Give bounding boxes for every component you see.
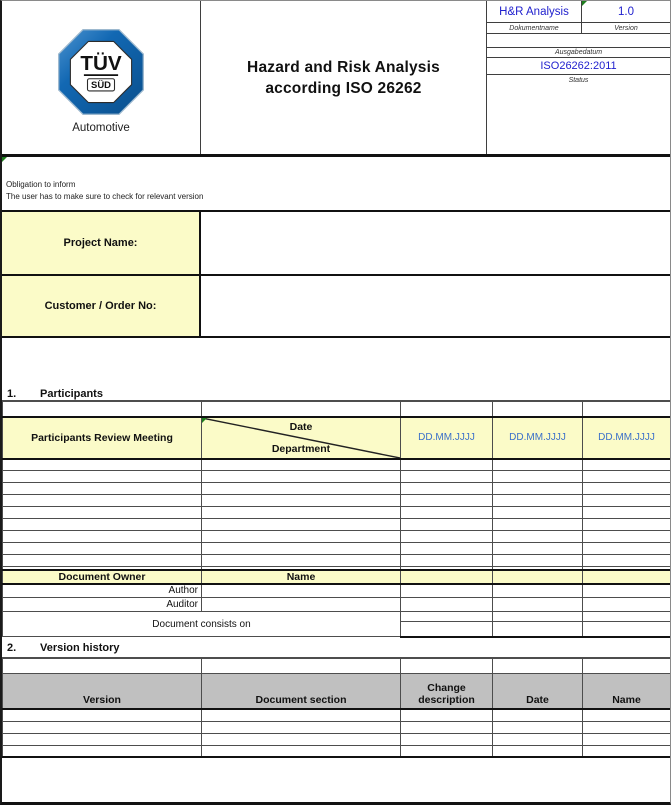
cell-flag-icon (582, 1, 587, 6)
version-label: Version (614, 24, 638, 32)
participant-name-cell[interactable] (3, 531, 202, 543)
version-column-header: Version (3, 673, 202, 709)
table-cell[interactable] (202, 658, 401, 673)
attendance-cell[interactable] (583, 507, 671, 519)
spacer (2, 338, 670, 385)
participant-row (3, 507, 671, 519)
participant-row (3, 543, 671, 555)
department-cell[interactable] (202, 459, 401, 471)
participant-name-cell[interactable] (3, 471, 202, 483)
version-value[interactable] (582, 1, 670, 22)
section-title: Participants (40, 388, 103, 400)
participant-row (3, 471, 671, 483)
participant-row (3, 483, 671, 495)
document-section-cell[interactable] (202, 733, 401, 745)
document-name-value[interactable]: H&R Analysis (487, 1, 582, 22)
table-cell[interactable] (493, 612, 583, 622)
participant-row (3, 555, 671, 567)
table-cell[interactable] (583, 612, 671, 622)
table-cell[interactable] (583, 622, 671, 637)
department-header-label: Department (271, 442, 331, 455)
obligation-notice (2, 157, 670, 212)
customer-order-label: Customer / Order No: (2, 276, 201, 336)
table-cell[interactable] (583, 658, 671, 673)
participant-row (3, 495, 671, 507)
version-history-header-row (3, 673, 671, 709)
participant-name-cell[interactable] (3, 507, 202, 519)
department-cell[interactable] (202, 555, 401, 567)
auditor-name-input[interactable] (202, 598, 401, 612)
auditor-label: Auditor (3, 598, 202, 612)
attendance-cell[interactable] (583, 555, 671, 567)
document-section-cell[interactable] (202, 745, 401, 757)
department-cell[interactable] (202, 495, 401, 507)
attendance-cell[interactable] (583, 519, 671, 531)
issue-date-label: Ausgabedatum (487, 48, 670, 58)
date-cell[interactable] (493, 721, 583, 733)
attendance-cell[interactable] (583, 531, 671, 543)
attendance-cell[interactable] (493, 459, 583, 471)
department-cell[interactable] (202, 543, 401, 555)
table-cell[interactable] (583, 570, 671, 584)
document-section-column-header: Document section (202, 673, 401, 709)
version-history-row (3, 721, 671, 733)
document-owner-header-row (3, 570, 671, 584)
section-number: 2. (7, 641, 17, 654)
date-cell[interactable] (493, 733, 583, 745)
document-name-label: Dokumentname (487, 23, 582, 33)
change-description-cell[interactable] (401, 745, 493, 757)
date-cell[interactable] (493, 709, 583, 721)
version-history-row (3, 709, 671, 721)
version-history-table (2, 658, 671, 759)
participant-name-cell[interactable] (3, 483, 202, 495)
issue-date-value[interactable] (487, 34, 670, 48)
attendance-cell[interactable] (493, 507, 583, 519)
version-value-text: 1.0 (618, 5, 634, 18)
date-department-diagonal-cell (202, 417, 401, 459)
table-cell[interactable] (401, 598, 493, 612)
customer-order-row (2, 276, 670, 338)
logo-division-label: Automotive (72, 122, 130, 134)
version-cell[interactable] (3, 709, 202, 721)
table-row (3, 402, 671, 417)
document-owner-label: Document Owner (3, 570, 202, 584)
customer-order-input[interactable] (201, 276, 670, 336)
section-heading-participants (2, 385, 670, 401)
attendance-cell[interactable] (401, 507, 493, 519)
change-description-cell[interactable] (401, 709, 493, 721)
document-consists-label: Document consists on (3, 612, 401, 637)
date-header-label: Date (289, 420, 313, 433)
table-cell[interactable] (583, 584, 671, 598)
table-cell[interactable] (3, 402, 202, 417)
title-line-1: Hazard and Risk Analysis (247, 59, 440, 76)
meeting-date-input[interactable]: DD.MM.JJJJ (583, 417, 671, 459)
attendance-cell[interactable] (401, 555, 493, 567)
change-description-cell[interactable] (401, 733, 493, 745)
date-cell[interactable] (493, 745, 583, 757)
author-label: Author (3, 584, 202, 598)
attendance-cell[interactable] (493, 483, 583, 495)
table-cell[interactable] (493, 402, 583, 417)
section-title: Version history (40, 641, 120, 654)
status-label: Status (568, 77, 589, 84)
table-cell[interactable] (493, 570, 583, 584)
participants-table (2, 401, 671, 638)
attendance-cell[interactable] (583, 495, 671, 507)
attendance-cell[interactable] (401, 495, 493, 507)
table-cell[interactable] (493, 584, 583, 598)
attendance-cell[interactable] (401, 471, 493, 483)
name-cell[interactable] (583, 721, 671, 733)
table-cell[interactable] (583, 598, 671, 612)
obligation-line-2: The user has to make sure to check for relevant version (6, 192, 204, 201)
logo-cell (2, 1, 201, 154)
table-cell[interactable] (401, 402, 493, 417)
department-cell[interactable] (202, 507, 401, 519)
author-row (3, 584, 671, 598)
attendance-cell[interactable] (493, 555, 583, 567)
logo-tuv-text: TÜV (80, 52, 122, 76)
meeting-date-input[interactable]: DD.MM.JJJJ (401, 417, 493, 459)
logo-sud-text: SÜD (91, 80, 111, 92)
participant-name-cell[interactable] (3, 495, 202, 507)
attendance-cell[interactable] (583, 459, 671, 471)
department-cell[interactable] (202, 531, 401, 543)
participants-header-row (3, 417, 671, 459)
attendance-cell[interactable] (583, 471, 671, 483)
section-number: 1. (7, 388, 17, 400)
participant-name-cell[interactable] (3, 459, 202, 471)
version-cell[interactable] (3, 721, 202, 733)
participant-name-cell[interactable] (3, 555, 202, 567)
version-history-row (3, 745, 671, 757)
attendance-cell[interactable] (493, 519, 583, 531)
table-cell[interactable] (3, 658, 202, 673)
table-cell[interactable] (583, 402, 671, 417)
table-cell[interactable] (493, 622, 583, 637)
obligation-line-1: Obligation to inform (6, 180, 76, 189)
document-meta-block (487, 1, 670, 154)
name-cell[interactable] (583, 745, 671, 757)
table-cell[interactable] (401, 622, 493, 637)
date-column-header: Date (493, 673, 583, 709)
table-cell[interactable] (401, 584, 493, 598)
project-name-input[interactable] (201, 212, 670, 274)
title-line-2: according ISO 26262 (265, 79, 422, 97)
project-name-row (2, 212, 670, 276)
attendance-cell[interactable] (401, 543, 493, 555)
table-cell[interactable] (202, 402, 401, 417)
document-section-cell[interactable] (202, 721, 401, 733)
author-name-input[interactable] (202, 584, 401, 598)
table-cell[interactable] (401, 570, 493, 584)
change-description-column-header: Change description (401, 673, 493, 709)
tuv-sud-logo-icon (56, 27, 146, 117)
department-cell[interactable] (202, 519, 401, 531)
department-cell[interactable] (202, 471, 401, 483)
name-cell[interactable] (583, 733, 671, 745)
participant-name-cell[interactable] (3, 519, 202, 531)
table-cell[interactable] (401, 658, 493, 673)
change-description-cell[interactable] (401, 721, 493, 733)
name-column-label: Name (202, 570, 401, 584)
participants-review-meeting-label: Participants Review Meeting (3, 417, 202, 459)
meeting-date-input[interactable]: DD.MM.JJJJ (493, 417, 583, 459)
version-cell[interactable] (3, 733, 202, 745)
table-cell[interactable] (493, 598, 583, 612)
participant-row (3, 459, 671, 471)
attendance-cell[interactable] (583, 543, 671, 555)
table-row (3, 658, 671, 673)
attendance-cell[interactable] (401, 519, 493, 531)
attendance-cell[interactable] (493, 531, 583, 543)
section-heading-version-history (2, 638, 670, 658)
version-cell[interactable] (3, 745, 202, 757)
table-cell[interactable] (401, 612, 493, 622)
attendance-cell[interactable] (493, 543, 583, 555)
auditor-row (3, 598, 671, 612)
status-value[interactable]: ISO26262:2011 (487, 58, 670, 75)
participant-row (3, 531, 671, 543)
attendance-cell[interactable] (493, 495, 583, 507)
table-cell[interactable] (493, 658, 583, 673)
attendance-cell[interactable] (583, 483, 671, 495)
project-name-label: Project Name: (2, 212, 201, 274)
attendance-cell[interactable] (401, 531, 493, 543)
participant-name-cell[interactable] (3, 543, 202, 555)
participant-row (3, 519, 671, 531)
document-consists-row (3, 612, 671, 622)
attendance-cell[interactable] (401, 483, 493, 495)
cell-flag-icon (2, 157, 7, 162)
department-cell[interactable] (202, 483, 401, 495)
version-history-row (3, 733, 671, 745)
attendance-cell[interactable] (401, 459, 493, 471)
name-column-header: Name (583, 673, 671, 709)
document-section-cell[interactable] (202, 709, 401, 721)
name-cell[interactable] (583, 709, 671, 721)
document-title (201, 1, 487, 154)
attendance-cell[interactable] (493, 471, 583, 483)
document-header (2, 1, 670, 157)
